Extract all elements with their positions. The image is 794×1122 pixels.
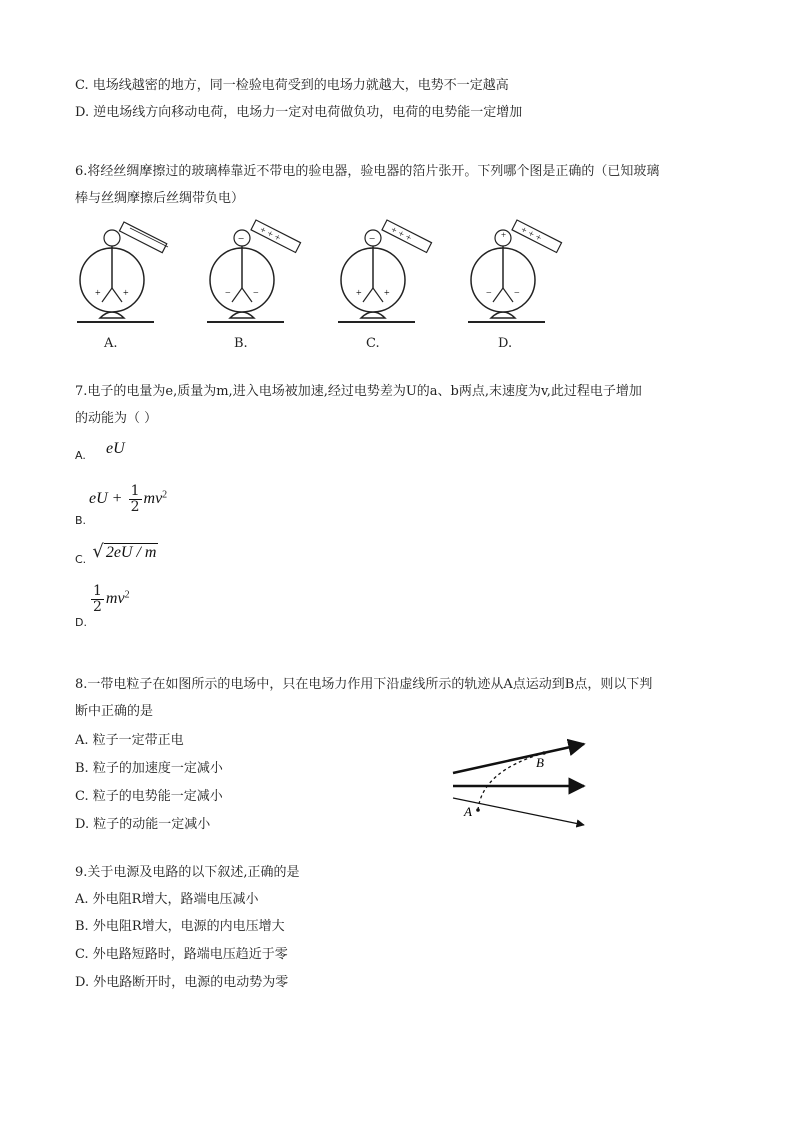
ball-sign: − bbox=[238, 233, 245, 245]
q7-option-c bbox=[75, 541, 158, 566]
q7-stem-line1: 7.电子的电量为e,质量为m,进入电场被加速,经过电势差为U的a、b两点,末速度为v,此过程电子增加 bbox=[75, 384, 642, 399]
q6-caption-b: B. bbox=[234, 336, 248, 351]
q6-stem-line2: 棒与丝绸摩擦后丝绸带负电） bbox=[75, 191, 245, 206]
leaf-sign: + bbox=[384, 288, 390, 299]
electroscope-d bbox=[468, 220, 562, 322]
leaf-sign: + bbox=[356, 288, 362, 299]
q6-caption-c: C. bbox=[366, 336, 380, 351]
ball-sign: − bbox=[369, 233, 376, 245]
q9-option-a: A. 外电阻R增大，路端电压减小 bbox=[75, 892, 259, 907]
q7-stem-line2: 的动能为（ ） bbox=[75, 411, 158, 426]
field-line-bottom bbox=[453, 798, 584, 825]
leaf-sign: − bbox=[225, 288, 231, 299]
option-label: D. bbox=[75, 616, 87, 629]
q8-stem-line1: 8.一带电粒子在如图所示的电场中，只在电场力作用下沿虚线所示的轨迹从A点运动到B点，则以下判 bbox=[75, 677, 653, 692]
fraction-half: $\frac{1}{2}$ bbox=[130, 483, 140, 515]
option-label: C. bbox=[75, 553, 87, 566]
leaf-sign: − bbox=[486, 288, 492, 299]
q6-stem-line1: 6.将经丝绸摩擦过的玻璃棒靠近不带电的验电器，验电器的箔片张开。下列哪个图是正确的（已知玻璃 bbox=[75, 164, 660, 179]
sqrt-expression: √ 2eU / m bbox=[92, 541, 157, 562]
q5-option-d: D. 逆电场线方向移动电荷，电场力一定对电荷做负功，电荷的电势能一定增加 bbox=[75, 105, 523, 120]
rod-charges: + + + bbox=[518, 224, 544, 245]
point-a-label: A bbox=[464, 804, 472, 819]
q6-electroscope-figures bbox=[0, 210, 794, 340]
q8-option-b: B. 粒子的加速度一定减小 bbox=[75, 761, 223, 776]
leaf-sign: + bbox=[123, 288, 129, 299]
q8-option-d: D. 粒子的动能一定减小 bbox=[75, 817, 211, 832]
q9-option-b: B. 外电阻R增大，电源的内电压增大 bbox=[75, 919, 285, 934]
leaf-sign: + bbox=[95, 288, 101, 299]
trajectory-dashed bbox=[478, 753, 544, 810]
q8-stem-line2: 断中正确的是 bbox=[75, 704, 154, 719]
electroscope-c bbox=[338, 220, 432, 322]
fraction-half: $\frac{1}{2}$ bbox=[93, 583, 102, 615]
rod-charges: + + + bbox=[388, 224, 414, 245]
expr-eU-plus: eU + bbox=[89, 490, 123, 507]
glass-rod bbox=[119, 222, 166, 253]
leaf-sign: − bbox=[514, 288, 520, 299]
option-label: B. bbox=[75, 514, 87, 527]
rod-charges: + + + bbox=[257, 224, 283, 245]
q7-option-a bbox=[75, 440, 125, 465]
leaf-sign: − bbox=[253, 288, 259, 299]
field-line-top bbox=[453, 744, 584, 773]
q9-stem: 9.关于电源及电路的以下叙述,正确的是 bbox=[75, 865, 300, 880]
ball-sign: + bbox=[501, 230, 507, 240]
q5-option-c: C. 电场线越密的地方，同一检验电荷受到的电场力就越大，电势不一定越高 bbox=[75, 78, 509, 93]
q6-caption-a: A. bbox=[104, 336, 118, 351]
option-label: A. bbox=[75, 449, 86, 462]
q8-option-c: C. 粒子的电势能一定减小 bbox=[75, 789, 223, 804]
electroscope-b bbox=[207, 220, 301, 322]
q8-field-diagram bbox=[448, 735, 598, 835]
electroscope-a bbox=[77, 222, 168, 322]
point-a-dot bbox=[476, 808, 480, 812]
q9-option-c: C. 外电路短路时，路端电压趋近于零 bbox=[75, 947, 288, 962]
q9-option-d: D. 外电路断开时，电源的电动势为零 bbox=[75, 975, 289, 990]
q6-caption-d: D. bbox=[498, 336, 513, 351]
expr-eU: eU bbox=[105, 440, 125, 457]
point-b-label: B bbox=[536, 755, 544, 770]
q8-option-a: A. 粒子一定带正电 bbox=[75, 733, 184, 748]
